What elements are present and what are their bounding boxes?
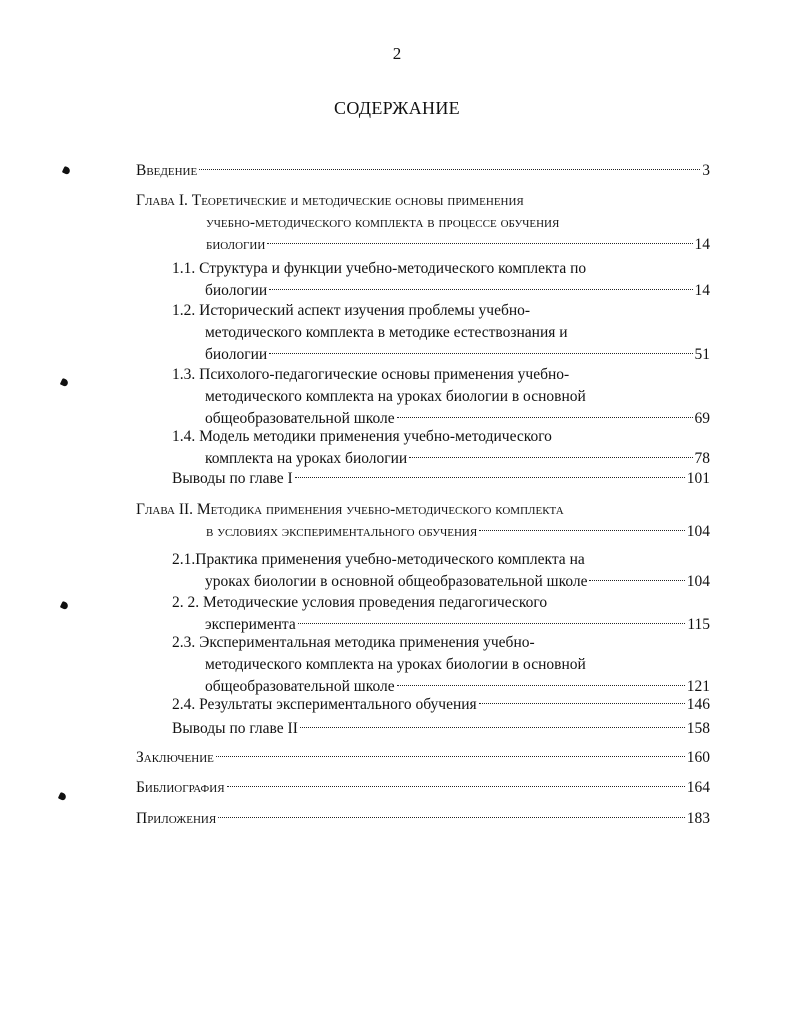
- scan-speck: [58, 792, 67, 801]
- toc-page-number: 51: [694, 346, 710, 363]
- toc-label-cont: биологии: [206, 236, 266, 253]
- dot-leader: [397, 416, 693, 418]
- toc-page-number: 78: [694, 450, 710, 467]
- toc-page-number: 104: [686, 523, 710, 540]
- toc-page-number: 146: [686, 696, 710, 713]
- dot-leader: [589, 579, 684, 581]
- toc-label-cont: биологии: [205, 282, 268, 299]
- toc-entry-chapter-2[interactable]: [136, 499, 710, 543]
- toc-entry-section-1-2[interactable]: [172, 300, 710, 366]
- toc-page-number: 104: [686, 573, 710, 590]
- toc-label-cont: эксперимента: [205, 616, 296, 633]
- toc-page-number: 183: [686, 810, 710, 827]
- toc-label: Глава I. Теоретические и методические основы применения: [136, 192, 524, 209]
- toc-page-number: 160: [686, 749, 710, 766]
- toc-label: Заключение: [136, 749, 214, 766]
- dot-leader: [300, 726, 685, 728]
- toc-entry-appendices[interactable]: [136, 808, 710, 830]
- toc-entry-conclusions-2[interactable]: [172, 718, 710, 740]
- toc-label: 2.1.Практика применения учебно-методического комплекта на: [172, 551, 585, 568]
- toc-page-number: 121: [686, 678, 710, 695]
- toc-label: 2.4. Результаты экспериментального обучения: [172, 696, 477, 713]
- dot-leader: [218, 816, 685, 818]
- toc-label-cont: методического комплекта на уроках биологии в основной: [205, 388, 586, 405]
- toc-page-number: 164: [686, 779, 710, 796]
- toc-entry-conclusion[interactable]: [136, 747, 710, 769]
- toc-label: Выводы по главе I: [172, 470, 293, 487]
- toc-label: Глава II. Методика применения учебно-методического комплекта: [136, 501, 564, 518]
- toc-entry-section-1-3[interactable]: [172, 364, 710, 430]
- toc-label: 2.3. Экспериментальная методика применения учебно-: [172, 634, 535, 651]
- toc-entry-section-2-3[interactable]: [172, 632, 710, 698]
- toc-entry-section-2-4[interactable]: [172, 694, 710, 716]
- toc-page-number: 14: [694, 282, 710, 299]
- scan-speck: [60, 601, 69, 610]
- toc-entry-intro[interactable]: [136, 160, 710, 182]
- toc-entry-section-2-1[interactable]: [172, 549, 710, 593]
- toc-label-cont: уроках биологии в основной общеобразовательной школе: [205, 573, 588, 590]
- page-number: 2: [392, 44, 402, 63]
- toc-label-cont: учебно-методического комплекта в процессе обучения: [206, 214, 560, 231]
- toc-label: 1.1. Структура и функции учебно-методического комплекта по: [172, 260, 587, 277]
- dot-leader: [269, 288, 692, 290]
- scan-speck: [62, 166, 71, 175]
- toc-entry-conclusions-1[interactable]: [172, 468, 710, 490]
- toc-page-number: 69: [694, 410, 710, 427]
- toc-entry-bibliography[interactable]: [136, 777, 710, 799]
- toc-entry-section-1-1[interactable]: [172, 258, 710, 302]
- toc-label-cont: комплекта на уроках биологии: [205, 450, 408, 467]
- toc-label-cont: общеобразовательной школе: [205, 410, 395, 427]
- dot-leader: [269, 352, 692, 354]
- scan-speck: [60, 378, 69, 387]
- toc-label: Выводы по главе II: [172, 720, 298, 737]
- toc-label: 1.2. Исторический аспект изучения проблемы учебно-: [172, 302, 531, 319]
- toc-label-cont: общеобразовательной школе: [205, 678, 395, 695]
- toc-label: Введение: [136, 162, 198, 179]
- dot-leader: [227, 785, 685, 787]
- dot-leader: [397, 684, 685, 686]
- toc-page-number: 101: [686, 470, 710, 487]
- page-title: СОДЕРЖАНИЕ: [334, 98, 460, 118]
- toc-entry-chapter-1[interactable]: [136, 190, 710, 256]
- toc-label: Библиография: [136, 779, 225, 796]
- toc-label-cont: методического комплекта на уроках биологии в основной: [205, 656, 586, 673]
- toc-label: Приложения: [136, 810, 217, 827]
- toc-label: 2. 2. Методические условия проведения педагогического: [172, 594, 548, 611]
- dot-leader: [479, 702, 685, 704]
- toc-label: 1.4. Модель методики применения учебно-методического: [172, 428, 552, 445]
- dot-leader: [199, 168, 700, 170]
- toc-page-number: 115: [687, 616, 710, 633]
- toc-label: 1.3. Психолого-педагогические основы применения учебно-: [172, 366, 570, 383]
- dot-leader: [267, 242, 692, 244]
- toc-entry-section-1-4[interactable]: [172, 426, 710, 470]
- dot-leader: [295, 476, 685, 478]
- toc-page-number: 14: [694, 236, 710, 253]
- toc-label-cont: методического комплекта в методике естествознания и: [205, 324, 568, 341]
- dot-leader: [409, 456, 692, 458]
- toc-label-cont: в условиях экспериментального обучения: [206, 523, 478, 540]
- dot-leader: [216, 755, 685, 757]
- dot-leader: [298, 622, 686, 624]
- toc-page-number: 158: [686, 720, 710, 737]
- dot-leader: [479, 529, 685, 531]
- toc-entry-section-2-2[interactable]: [172, 592, 710, 636]
- toc-label-cont: биологии: [205, 346, 268, 363]
- toc-page-number: 3: [702, 162, 710, 179]
